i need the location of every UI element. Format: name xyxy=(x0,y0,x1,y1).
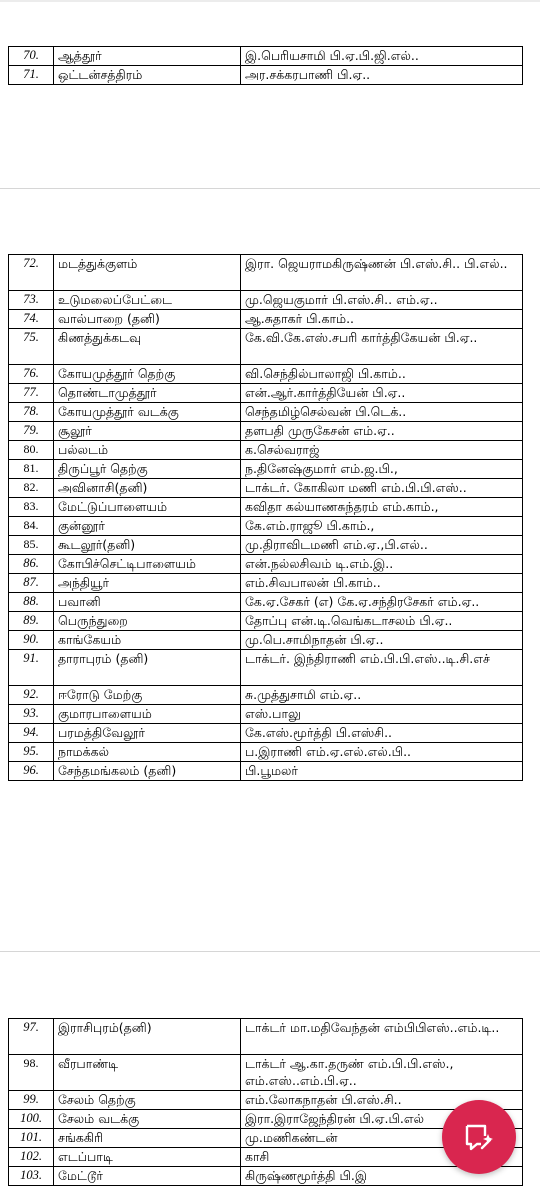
candidate-cell: ப.இராணி எம்.ஏ.எல்.எல்.பி.. xyxy=(241,743,523,762)
table-row xyxy=(9,460,523,479)
document-page-2 xyxy=(0,189,540,951)
constituency-cell: சேந்தமங்கலம் (தனி) xyxy=(54,762,241,781)
row-number: 81. xyxy=(9,460,54,479)
candidate-cell: எஸ்.பாலு xyxy=(241,705,523,724)
constituency-cell: அந்தியூர் xyxy=(54,574,241,593)
constituency-cell: திருப்பூர் தெற்கு xyxy=(54,460,241,479)
row-number: 90. xyxy=(9,631,54,650)
row-number: 80. xyxy=(9,441,54,460)
table-row xyxy=(9,555,523,574)
constituency-cell: எடப்பாடி xyxy=(54,1148,241,1167)
candidate-cell: கே.வி.கே.எஸ்.சபரி கார்த்திகேயன் பி.ஏ.. xyxy=(241,329,523,365)
candidate-cell: கிருஷ்ணமூர்த்தி பி.இ xyxy=(241,1167,523,1186)
table-row xyxy=(9,441,523,460)
table-row xyxy=(9,66,523,85)
table-row xyxy=(9,498,523,517)
row-number: 70. xyxy=(9,47,54,66)
constituency-cell: வீரபாண்டி xyxy=(54,1055,241,1091)
candidate-cell: கே.எஸ்.மூர்த்தி பி.எஸ்சி.. xyxy=(241,724,523,743)
candidate-cell: இரா.இராஜேந்திரன் பி.ஏ.பி.எல் xyxy=(241,1110,523,1129)
candidate-cell: டாக்டர் ஆ.கா.தருண் எம்.பி.பி.எஸ்., எம்.எஸ்..எம்.பி.ஏ.. xyxy=(241,1055,523,1091)
candidate-cell: க.செல்வராஜ் xyxy=(241,441,523,460)
candidate-cell: மு.ஜெயகுமார் பி.எஸ்.சி.. எம்.ஏ.. xyxy=(241,291,523,310)
candidate-cell: எம்.சிவபாலன் பி.காம்.. xyxy=(241,574,523,593)
constituency-cell: மேட்டூர் xyxy=(54,1167,241,1186)
row-number: 86. xyxy=(9,555,54,574)
row-number: 73. xyxy=(9,291,54,310)
candidate-cell: இ.பெரியசாமி பி.ஏ.பி.ஜி.எல்.. xyxy=(241,47,523,66)
table-row xyxy=(9,593,523,612)
row-number: 96. xyxy=(9,762,54,781)
constituency-cell: உடுமலைப்பேட்டை xyxy=(54,291,241,310)
candidate-cell: டாக்டர் மா.மதிவேந்தன் எம்பிபிஎஸ்..எம்.டி.. xyxy=(241,1019,523,1055)
row-number: 97. xyxy=(9,1019,54,1055)
table-row xyxy=(9,574,523,593)
constituency-cell: நாமக்கல் xyxy=(54,743,241,762)
constituency-cell: குமாரபாளையம் xyxy=(54,705,241,724)
candidate-cell: கவிதா கல்யாணசுந்தரம் எம்.காம்., xyxy=(241,498,523,517)
candidate-cell: இரா. ஜெயராமகிருஷ்ணன் பி.எஸ்.சி.. பி.எல்.. xyxy=(241,255,523,291)
constituency-cell: சேலம் வடக்கு xyxy=(54,1110,241,1129)
constituency-cell: குன்னூர் xyxy=(54,517,241,536)
row-number: 102. xyxy=(9,1148,54,1167)
constituency-cell: ஆத்தூர் xyxy=(54,47,241,66)
candidate-cell: மு.மணிகண்டன் xyxy=(241,1129,523,1148)
table-row xyxy=(9,724,523,743)
row-number: 77. xyxy=(9,384,54,403)
table-row xyxy=(9,384,523,403)
table-row xyxy=(9,743,523,762)
constituency-cell: பல்லடம் xyxy=(54,441,241,460)
candidate-cell: டாக்டர். இந்திராணி எம்.பி.பி.எஸ்..டி.சி.எச் xyxy=(241,650,523,686)
table-row xyxy=(9,1167,523,1186)
candidate-cell: டாக்டர். கோகிலா மணி எம்.பி.பி.எஸ்.. xyxy=(241,479,523,498)
edit-sparkle-icon xyxy=(462,1120,496,1154)
constituency-cell: மடத்துக்குளம் xyxy=(54,255,241,291)
row-number: 75. xyxy=(9,329,54,365)
table-row xyxy=(9,310,523,329)
candidate-cell: வி.செந்தில்பாலாஜி பி.காம்.. xyxy=(241,365,523,384)
row-number: 95. xyxy=(9,743,54,762)
row-number: 82. xyxy=(9,479,54,498)
constituency-cell: கிணத்துக்கடவு xyxy=(54,329,241,365)
row-number: 94. xyxy=(9,724,54,743)
candidate-cell: என்.நல்லசிவம் டி.எம்.இ.. xyxy=(241,555,523,574)
document-page-1 xyxy=(0,2,540,188)
row-number: 78. xyxy=(9,403,54,422)
candidate-cell: ந.தினேஷ்குமார் எம்.ஜ.பி., xyxy=(241,460,523,479)
constituency-cell: கூடலூர்(தனி) xyxy=(54,536,241,555)
constituency-cell: ஒட்டன்சத்திரம் xyxy=(54,66,241,85)
constituency-cell: அவினாசி(தனி) xyxy=(54,479,241,498)
table-row xyxy=(9,479,523,498)
row-number: 93. xyxy=(9,705,54,724)
row-number: 98. xyxy=(9,1055,54,1091)
candidate-cell: மு.திராவிடமணி எம்.ஏ.,பி.எல்.. xyxy=(241,536,523,555)
table-row xyxy=(9,47,523,66)
constituency-cell: சங்ககிரி xyxy=(54,1129,241,1148)
candidate-cell: எம்.லோகநாதன் பி.எஸ்.சி.. xyxy=(241,1091,523,1110)
edit-fab-button[interactable] xyxy=(442,1100,516,1174)
table-row xyxy=(9,403,523,422)
candidate-cell: காசி xyxy=(241,1148,523,1167)
constituency-cell: பரமத்திவேலூர் xyxy=(54,724,241,743)
candidate-cell: பி.பூமலர் xyxy=(241,762,523,781)
table-row xyxy=(9,422,523,441)
constituency-cell: சேலம் தெற்கு xyxy=(54,1091,241,1110)
table-row xyxy=(9,705,523,724)
candidate-cell: சு.முத்துசாமி எம்.ஏ.. xyxy=(241,686,523,705)
table-row xyxy=(9,1091,523,1110)
candidate-cell: தளபதி முருகேசன் எம்.ஏ.. xyxy=(241,422,523,441)
constituency-cell: இராசிபுரம்(தனி) xyxy=(54,1019,241,1055)
constituency-cell: கோயமுத்தூர் வடக்கு xyxy=(54,403,241,422)
row-number: 85. xyxy=(9,536,54,555)
constituency-cell: கோபிச்செட்டிபாளையம் xyxy=(54,555,241,574)
row-number: 88. xyxy=(9,593,54,612)
row-number: 89. xyxy=(9,612,54,631)
constituency-cell: பவானி xyxy=(54,593,241,612)
candidate-table-page-1 xyxy=(8,46,523,85)
candidate-cell: கே.ஏ.சேகர் (எ) கே.ஏ.சந்திரசேகர் எம்.ஏ.. xyxy=(241,593,523,612)
candidate-table-page-2 xyxy=(8,254,523,781)
table-row xyxy=(9,631,523,650)
table-row xyxy=(9,612,523,631)
candidate-cell: அர.சக்கரபாணி பி.ஏ.. xyxy=(241,66,523,85)
row-number: 101. xyxy=(9,1129,54,1148)
table-row xyxy=(9,686,523,705)
table-row xyxy=(9,329,523,365)
row-number: 92. xyxy=(9,686,54,705)
constituency-cell: கோயமுத்தூர் தெற்கு xyxy=(54,365,241,384)
candidate-cell: தோப்பு என்.டி.வெங்கடாசலம் பி.ஏ.. xyxy=(241,612,523,631)
constituency-cell: காங்கேயம் xyxy=(54,631,241,650)
row-number: 99. xyxy=(9,1091,54,1110)
constituency-cell: பெருந்துறை xyxy=(54,612,241,631)
row-number: 100. xyxy=(9,1110,54,1129)
table-row xyxy=(9,517,523,536)
row-number: 74. xyxy=(9,310,54,329)
row-number: 84. xyxy=(9,517,54,536)
table-row xyxy=(9,365,523,384)
row-number: 103. xyxy=(9,1167,54,1186)
row-number: 91. xyxy=(9,650,54,686)
row-number: 87. xyxy=(9,574,54,593)
table-row xyxy=(9,650,523,686)
candidate-table-page-3 xyxy=(8,1018,523,1186)
constituency-cell: சூலூர் xyxy=(54,422,241,441)
candidate-cell: செந்தமிழ்செல்வன் பி.டெக்.. xyxy=(241,403,523,422)
table-row xyxy=(9,1019,523,1055)
table-row xyxy=(9,762,523,781)
constituency-cell: தாராபுரம் (தனி) xyxy=(54,650,241,686)
constituency-cell: தொண்டாமுத்தூர் xyxy=(54,384,241,403)
candidate-cell: என்.ஆர்.கார்த்தியேன் பி.ஏ.. xyxy=(241,384,523,403)
constituency-cell: வால்பாறை (தனி) xyxy=(54,310,241,329)
row-number: 83. xyxy=(9,498,54,517)
row-number: 79. xyxy=(9,422,54,441)
candidate-cell: மு.பெ.சாமிநாதன் பி.ஏ.. xyxy=(241,631,523,650)
table-row xyxy=(9,255,523,291)
table-row xyxy=(9,536,523,555)
constituency-cell: ஈரோடு மேற்கு xyxy=(54,686,241,705)
row-number: 72. xyxy=(9,255,54,291)
table-row xyxy=(9,291,523,310)
candidate-cell: ஆ.சுதாகர் பி.காம்.. xyxy=(241,310,523,329)
table-row xyxy=(9,1055,523,1091)
row-number: 71. xyxy=(9,66,54,85)
row-number: 76. xyxy=(9,365,54,384)
constituency-cell: மேட்டுப்பாளையம் xyxy=(54,498,241,517)
candidate-cell: கே.எம்.ராஜூ பி.காம்., xyxy=(241,517,523,536)
